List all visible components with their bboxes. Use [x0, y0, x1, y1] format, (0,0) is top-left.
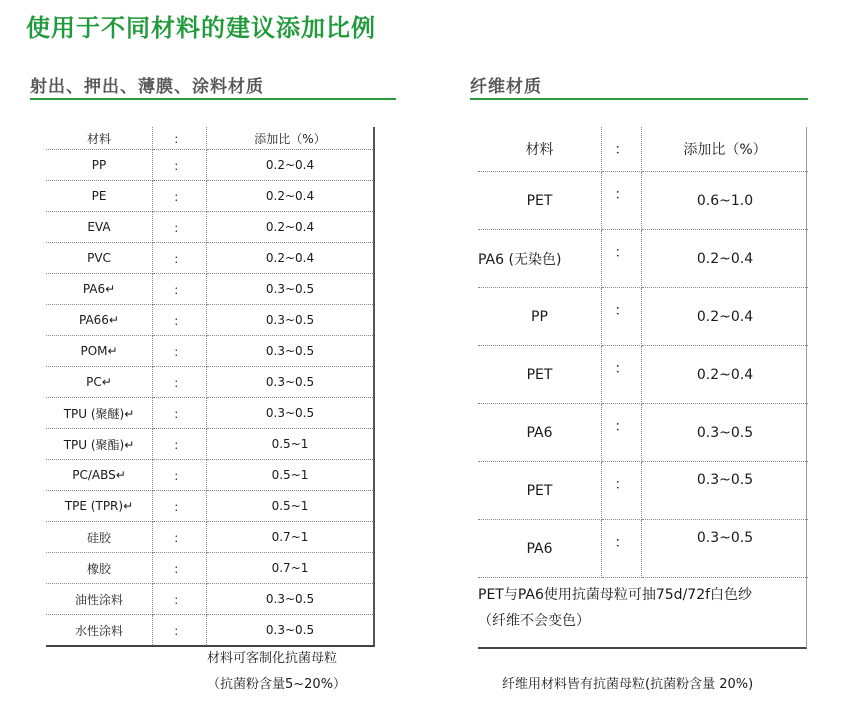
ratio-cell: 0.3~0.5: [207, 584, 375, 615]
material-cell: PET: [478, 462, 602, 520]
table-row: [46, 150, 374, 181]
fiber-table-note: [478, 582, 803, 634]
table-header-row: [478, 127, 808, 172]
table-row: [46, 212, 374, 243]
ratio-cell: 0.3~0.5: [207, 398, 375, 429]
table-row: [46, 336, 374, 367]
table-row: [46, 274, 374, 305]
ratio-cell: 0.2~0.4: [642, 230, 809, 288]
ratio-cell: 0.3~0.5: [642, 520, 809, 578]
table-row: [478, 230, 808, 288]
molding-ratio-table: [46, 127, 375, 647]
separator-cell: ：: [153, 127, 207, 150]
ratio-cell: 添加比（%）: [207, 127, 375, 150]
separator-cell: ：: [602, 288, 642, 346]
table-row: [46, 398, 374, 429]
separator-cell: ：: [153, 305, 207, 336]
separator-cell: ：: [602, 404, 642, 462]
ratio-cell: 0.2~0.4: [207, 243, 375, 274]
ratio-cell: 0.5~1: [207, 491, 375, 522]
material-cell: TPU (聚酯)↵: [46, 429, 153, 460]
table-row: [478, 172, 808, 230]
material-cell: 油性涂料: [46, 584, 153, 615]
material-cell: PET: [478, 346, 602, 404]
table-row: [46, 243, 374, 274]
separator-cell: ：: [602, 462, 642, 520]
section-heading-fiber: 纤维材质: [470, 72, 808, 100]
separator-cell: ：: [153, 212, 207, 243]
separator-cell: ：: [153, 274, 207, 305]
ratio-cell: 0.3~0.5: [642, 462, 809, 520]
ratio-cell: 0.3~0.5: [642, 404, 809, 462]
separator-cell: ：: [602, 172, 642, 230]
fiber-footer-note: 纤维用材料皆有抗菌母粒(抗菌粉含量 20%): [502, 677, 754, 692]
ratio-cell: 0.7~1: [207, 522, 375, 553]
material-cell: 材料: [46, 127, 153, 150]
separator-cell: ：: [153, 460, 207, 491]
ratio-cell: 0.5~1: [207, 460, 375, 491]
material-cell: PA66↵: [46, 305, 153, 336]
table-row: [46, 367, 374, 398]
material-cell: 水性涂料: [46, 615, 153, 647]
fiber-note-line1: PET与PA6使用抗菌母粒可抽75d/72f白色纱: [478, 587, 753, 603]
table-row: [46, 429, 374, 460]
ratio-cell: 添加比（%）: [642, 127, 809, 172]
table-row: [478, 462, 808, 520]
material-cell: PET: [478, 172, 602, 230]
table-row: [46, 460, 374, 491]
ratio-cell: 0.2~0.4: [207, 150, 375, 181]
material-cell: PA6 (无染色): [478, 230, 602, 288]
ratio-cell: 0.7~1: [207, 553, 375, 584]
separator-cell: ：: [602, 127, 642, 172]
material-cell: TPE (TPR)↵: [46, 491, 153, 522]
material-cell: PP: [478, 288, 602, 346]
material-cell: PC/ABS↵: [46, 460, 153, 491]
separator-cell: ：: [153, 398, 207, 429]
ratio-cell: 0.2~0.4: [207, 181, 375, 212]
separator-cell: ：: [153, 336, 207, 367]
table-row: [46, 522, 374, 553]
material-cell: PE: [46, 181, 153, 212]
separator-cell: ：: [602, 520, 642, 578]
table-row: [46, 584, 374, 615]
molding-note-custom: 材料可客制化抗菌母粒: [207, 651, 338, 666]
table-row: [46, 615, 374, 647]
fiber-table-panel: [478, 127, 807, 649]
molding-note-content: （抗菌粉含量5~20%）: [207, 677, 347, 692]
material-cell: 硅胶: [46, 522, 153, 553]
ratio-cell: 0.5~1: [207, 429, 375, 460]
table-row: [478, 404, 808, 462]
separator-cell: ：: [153, 429, 207, 460]
separator-cell: ：: [153, 491, 207, 522]
ratio-cell: 0.3~0.5: [207, 274, 375, 305]
table-row: [46, 181, 374, 212]
material-cell: TPU (聚醚)↵: [46, 398, 153, 429]
separator-cell: ：: [153, 150, 207, 181]
section-heading-molding: 射出、押出、薄膜、涂料材质: [30, 72, 396, 100]
material-cell: 材料: [478, 127, 602, 172]
table-row: [478, 346, 808, 404]
table-row: [46, 305, 374, 336]
ratio-cell: 0.3~0.5: [207, 615, 375, 647]
separator-cell: ：: [153, 522, 207, 553]
material-cell: EVA: [46, 212, 153, 243]
ratio-cell: 0.2~0.4: [642, 288, 809, 346]
ratio-cell: 0.3~0.5: [207, 336, 375, 367]
separator-cell: ：: [153, 243, 207, 274]
page-title: 使用于不同材料的建议添加比例: [26, 14, 376, 42]
material-cell: 橡胶: [46, 553, 153, 584]
separator-cell: ：: [602, 230, 642, 288]
table-row: [478, 520, 808, 578]
fiber-ratio-table: [478, 127, 808, 578]
separator-cell: ：: [153, 615, 207, 647]
ratio-cell: 0.2~0.4: [642, 346, 809, 404]
separator-cell: ：: [153, 367, 207, 398]
material-cell: PP: [46, 150, 153, 181]
material-cell: PA6: [478, 520, 602, 578]
material-cell: PC↵: [46, 367, 153, 398]
separator-cell: ：: [602, 346, 642, 404]
table-row: [46, 553, 374, 584]
material-cell: PVC: [46, 243, 153, 274]
separator-cell: ：: [153, 584, 207, 615]
separator-cell: ：: [153, 181, 207, 212]
material-cell: POM↵: [46, 336, 153, 367]
ratio-cell: 0.2~0.4: [207, 212, 375, 243]
ratio-cell: 0.6~1.0: [642, 172, 809, 230]
ratio-cell: 0.3~0.5: [207, 367, 375, 398]
table-header-row: [46, 127, 374, 150]
table-row: [478, 288, 808, 346]
material-cell: PA6: [478, 404, 602, 462]
separator-cell: ：: [153, 553, 207, 584]
material-cell: PA6↵: [46, 274, 153, 305]
fiber-note-line2: （纤维不会变色）: [478, 613, 590, 629]
ratio-cell: 0.3~0.5: [207, 305, 375, 336]
table-row: [46, 491, 374, 522]
